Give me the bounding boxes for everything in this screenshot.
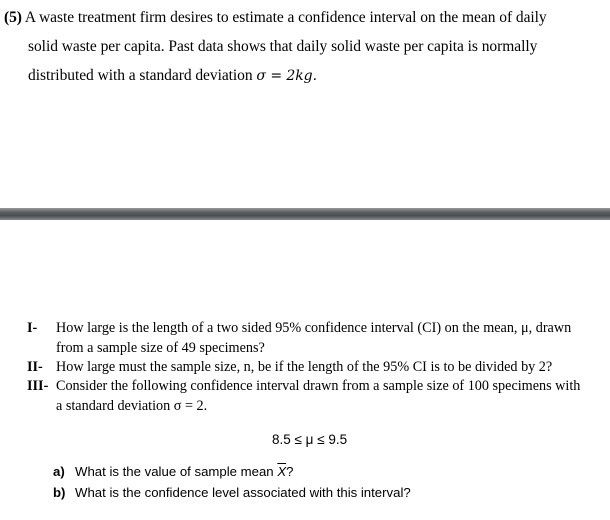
problem-text-line-1: A waste treatment firm desires to estimate a confidence interval on the mean of daily: [24, 9, 547, 26]
page-divider: [0, 208, 610, 220]
subquestion-a-text: What is the value of sample mean: [75, 464, 278, 479]
problem-line-3: [28, 67, 317, 85]
subquestion-a: [75, 464, 293, 479]
subquestion-b-text: What is the confidence level associated with this interval?: [75, 485, 411, 500]
subquestion-b-label: b): [53, 485, 66, 500]
question-1-label: I-: [27, 320, 38, 336]
question-3-label: III-: [27, 378, 49, 394]
question-2-line-1: How large must the sample size, n, be if the length of the 95% CI is to be divided by 2?: [56, 359, 553, 375]
subquestion-a-label: a): [53, 464, 65, 479]
question-3-line-1: Consider the following confidence interval drawn from a sample size of 100 specimens with: [56, 378, 581, 394]
problem-text-line-2: solid waste per capita. Past data shows that daily solid waste per capita is normally: [28, 38, 538, 55]
question-3-line-2: a standard deviation σ = 2.: [56, 398, 208, 414]
problem-number: (5): [4, 9, 22, 26]
problem-text-line-3: distributed with a standard deviation: [28, 67, 257, 84]
sample-mean-symbol: $\overline{X}$: [277, 464, 287, 479]
subquestion-a-suffix: ?: [286, 464, 294, 479]
question-1-line-1: How large is the length of a two sided 95% confidence interval (CI) on the mean, μ, drawn: [56, 320, 572, 336]
confidence-interval: 8.5 ≤ μ ≤ 9.5: [272, 432, 348, 447]
question-2-label: II-: [27, 359, 43, 375]
question-1-line-2: from a sample size of 49 specimens?: [56, 340, 265, 356]
problem-line-1: [4, 9, 547, 27]
sigma-equation: σ = 2kg.: [256, 68, 317, 84]
